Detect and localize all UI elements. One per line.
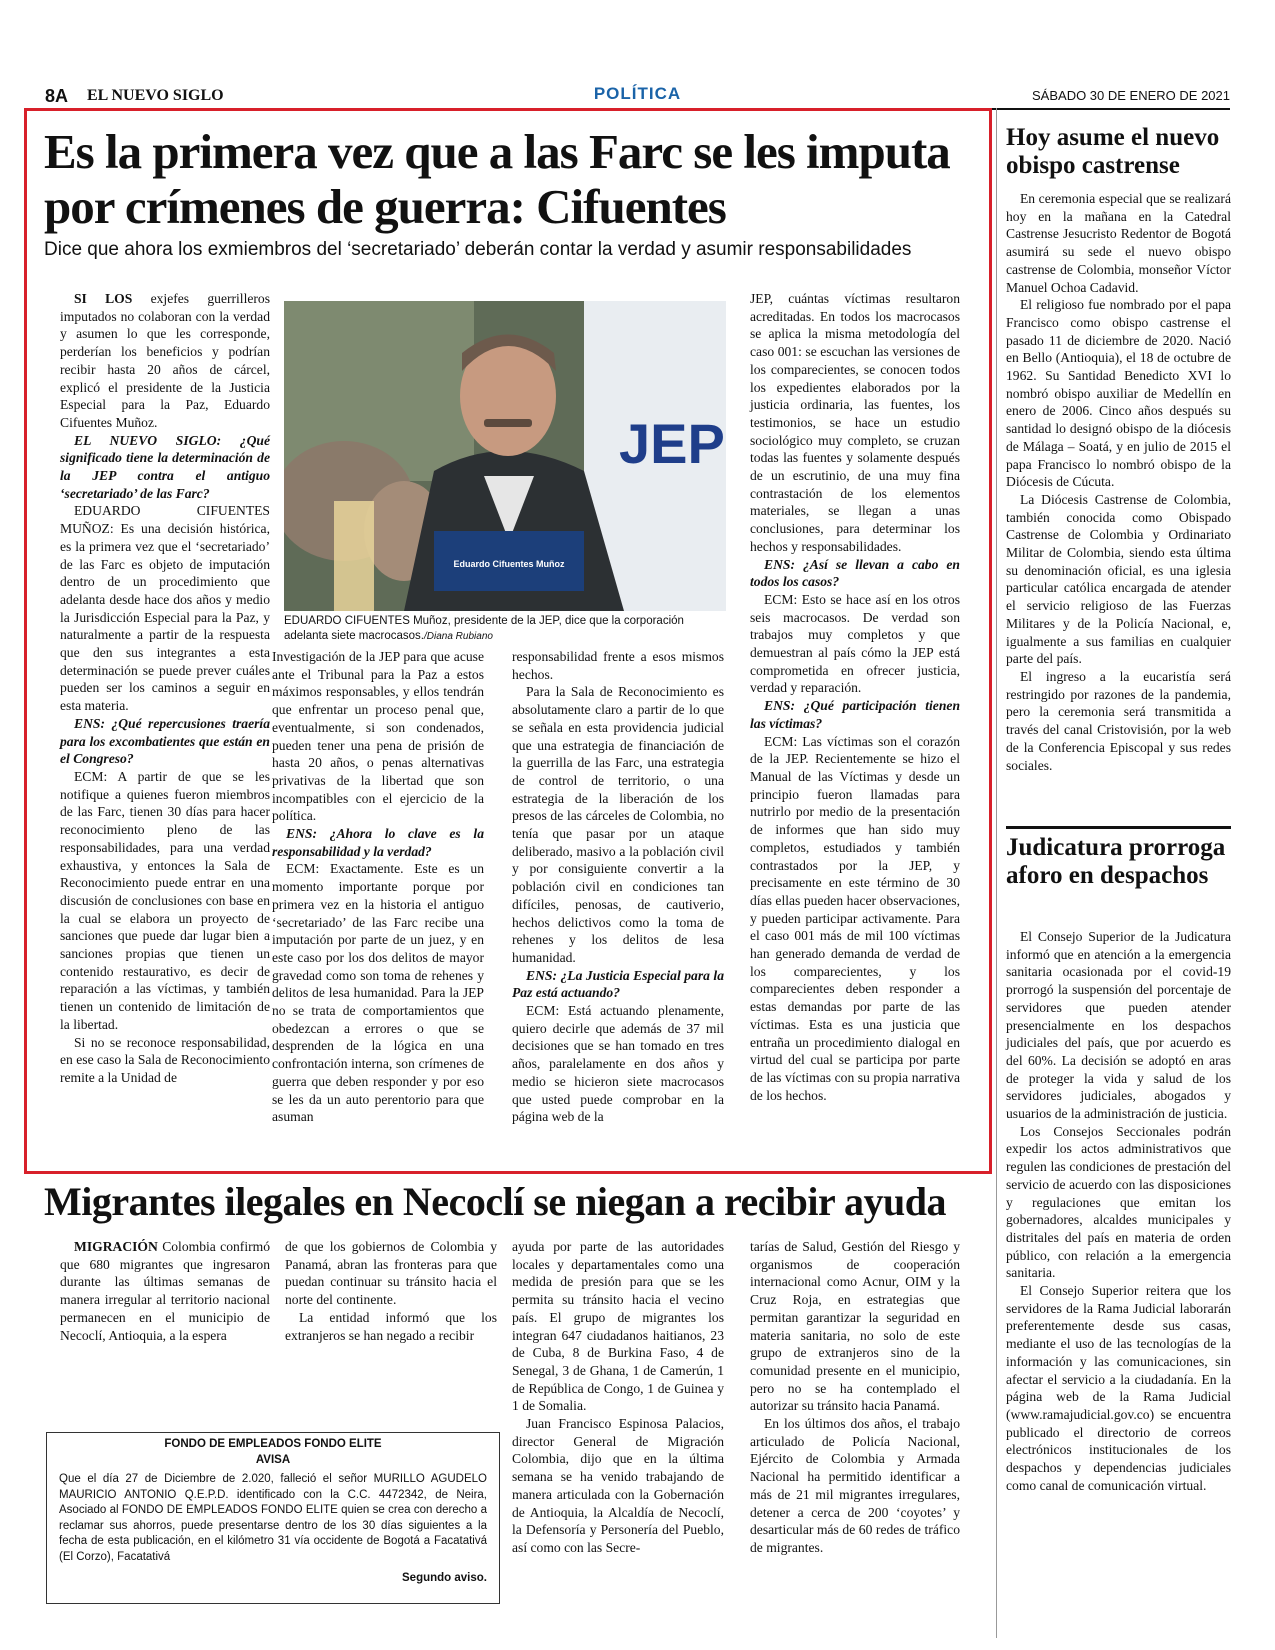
sidebar-rule [1006,826,1231,829]
section-title: POLÍTICA [593,84,682,103]
migrants-headline: Migrantes ilegales en Necoclí se niegan a recibir ayuda [44,1179,947,1224]
question: ENS: ¿Ahora lo clave es la responsabilidad y la verdad? [272,826,484,859]
notice-avisa: AVISA [255,1453,291,1466]
article-paragraph: El religioso fue nombrado por el papa Francisco como obispo castrense el pasado 11 de diciembre de 2020. Nació en Bello (Antioquia), el 18 de octubre de 1962. Su Santidad Benedicto XVI lo nombró obispo auxiliar de Medellín en enero de 2006. Cinco años después su santidad lo designó obispo de la diócesis de Málaga – Soatá, y en julio de 2015 el papa Francisco lo nombró obispo de la Diócesis de Cúcuta. [1006,297,1231,490]
article-paragraph: de que los gobiernos de Colombia y Panamá, abran las fronteras para que puedan continuar su tránsito hacia el norte del continente. [285,1239,497,1308]
article-paragraph: EDUARDO CIFUENTES MUÑOZ: Es una decisión histórica, es la primera vez que el ‘secretariado’ de las Farc es objeto de imputación dentro de un procedimiento que adelanta desde hace dos años y medio la Jurisdicción Especial para la Paz, y naturalmente a partir de la respuesta que den sus integrantes a esta determinación se puede prever cuáles pueden ser los caminos a seguir en esta materia. [60,503,270,714]
newspaper-name: EL NUEVO SIGLO [87,87,224,104]
bishop-headline: Hoy asume el nuevo obispo castrense [1006,124,1220,179]
jep-backdrop-logo: JEP [619,412,725,475]
judicature-headline: Judicatura prorroga aforo en despachos [1006,834,1226,889]
article-paragraph: Los Consejos Seccionales podrán expedir los actos administrativos que regulen las condiciones de prestación del servicio de acuerdo con las disposiciones y regulaciones que emitan los gobernadores, alcaldes municipales y distritales del país en materia de orden público, con relación a la emergencia sanitaria. [1006,1123,1231,1281]
question: EL NUEVO SIGLO: ¿Qué significado tiene la determinación de la JEP contra el antiguo ‘secretariado’ de las Farc? [60,432,270,501]
article-photo [284,301,726,611]
article-paragraph: ayuda por parte de las autoridades locales y departamentales como una medida de presión para que se les permita su tránsito hacia el vecino país. El grupo de migrantes los integran 647 ciudadanos haitianos, 23 de Cuba, 8 de Burkina Faso, 4 de Senegal, 3 de Ghana, 1 de Camerún, 1 de República de Congo, 1 de Guinea y 1 de Somalia. [512,1239,724,1414]
article-paragraph: Juan Francisco Espinosa Palacios, director General de Migración Colombia, dijo que en la última semana se ha venido trabajando de manera articulada con la Gobernación de Antioquia, la Alcaldía de Necoclí, la Defensoría y Personería del Pueblo, así como con las Secre- [512,1416,724,1555]
page-number: 8A [45,86,69,106]
article-paragraph: ECM: Exactamente. Este es un momento importante porque por primera vez en la historia el antiguo ‘secretariado’ de las Farc recibe una imputación por parte de un juez, y en este caso por los dos delitos de mayor gravedad como son toma de rehenes y delitos de lesa humanidad. Para la JEP no se trata de comportamientos que obedezcan a errores o que se desprenden de la lógica en una confrontación interna, son crímenes de guerra que deben responder y por eso se les da un auto perentorio para que asuman [272,861,484,1125]
article-column-1 [60,290,270,1087]
article-paragraph: JEP, cuántas víctimas resultaron acreditadas. En todos los macrocasos se aplica la misma metodología del caso 001: se escuchan las versiones de los comparecientes, se conocen todos los expedientes elaborados por la justicia ordinaria, las fuentes, los testimonios, se hace un estudio sociológico muy completo, se cruzan todas las fuentes y solamente después de un escrutinio, de una muy fina contrastación de los elementos materiales, se llegan a unas conclusiones, para determinar los hechos y responsabilidades. [750,291,960,554]
main-headline: Es la primera vez que a las Farc se les imputa por crímenes de guerra: Cifuentes [44,124,950,234]
caption-text: EDUARDO CIFUENTES Muñoz, presidente de la JEP, dice que la corporación adelanta siete macrocasos. [284,615,684,642]
article-column-4 [750,290,960,1104]
migrants-column-2 [285,1238,497,1344]
sidebar-divider [996,108,998,1638]
article-paragraph: En ceremonia especial que se realizará hoy en la mañana en la Catedral Castrense Jesucristo Redentor de Bogotá asumirá su sede el nuevo obispo castrense de Colombia, monseñor Víctor Manuel Ochoa Cadavid. [1006,191,1231,295]
article-paragraph: tarías de Salud, Gestión del Riesgo y organismos de cooperación internacional como Acnur, OIM y la Cruz Roja, en estrategias que permitan garantizar la seguridad en materia sanitaria, no solo de este grupo de extranjeros sino de la comunidad presente en el municipio, pero no se ha contemplado el autorizar su tránsito hacia Panamá. [750,1239,960,1414]
main-dek: Dice que ahora los exmiembros del ‘secretariado’ deberán contar la verdad y asumir responsabilidades [44,239,912,260]
article-paragraph: exjefes guerrilleros imputados no colaboran con la verdad y asumen lo que les corresponde, perderían los beneficios y podrían recibir hasta 20 años de cárcel, explicó el presidente de la Justicia Especial para la Paz, Eduardo Cifuentes Muñoz. [60,291,271,430]
photo-caption [284,614,726,644]
photo-nameplate: Eduardo Cifuentes Muñoz [453,559,565,569]
article-paragraph: Colombia confirmó que 680 migrantes que ingresaron durante las últimas semanas de manera irregular al territorio nacional permanecen en el municipio de Necoclí, Antioquia, a la espera [60,1239,270,1343]
article-paragraph: El ingreso a la eucaristía será restringido por razones de la pandemia, pero la ceremonia será transmitida a través del canal Cristovisión, por la web de la Conferencia Episcopal y sus redes sociales. [1006,668,1231,773]
article-paragraph: La entidad informó que los extranjeros se han negado a recibir [285,1309,497,1343]
bishop-story [1006,190,1231,774]
photo-credit: /Diana Rubiano [424,631,493,642]
lead-in: MIGRACIÓN [74,1239,158,1254]
migrants-column-3 [512,1238,724,1557]
notice-body: Que el día 27 de Diciembre de 2.020, falleció el señor MURILLO AGUDELO MAURICIO ANTONIO Q.E.P.D. identificado con la C.C. 4472342, de Neira, Asociado al FONDO DE EMPLEADOS FONDO ELITE quien se crea con derecho a reclamar sus ahorros, puede presentarse dentro de los 30 días siguientes a la fecha de esta publicación, en el kilómetro 31 vía occidente de Bogotá a Facatativá (El Corzo), Facatativá [59,1473,487,1563]
migrants-column-1 [60,1238,270,1344]
question: ENS: ¿Así se llevan a cabo en todos los casos? [750,556,960,590]
question: ENS: ¿La Justicia Especial para la Paz está actuando? [512,967,724,1001]
lead-in: SI LOS [74,291,133,306]
article-paragraph: En los últimos dos años, el trabajo articulado de Policía Nacional, Ejército de Colombia y Armada Nacional ha permitido identificar a más de 21 mil migrantes irregulares, detener a cerca de 200 ‘coyotes’ y desarticular más de 60 redes de tráfico de migrantes. [750,1416,960,1555]
obituary-notice [46,1432,500,1604]
question: ENS: ¿Qué repercusiones traería para los excombatientes que están en el Congreso? [60,715,270,767]
article-paragraph: ECM: A partir de que se les notifique a quienes fueron miembros de las Farc, tienen 30 días para hacer reconocimiento pleno de las responsabilidades, para una verdad exhaustiva, y entonces la Sala de Reconocimiento puede entrar en una discusión de conclusiones con base en la cual se elabora un proyecto de sanciones que puede dar lugar bien a sanciones propias que tienen un contenido restaurativo, es decir de reparación a las víctimas, y también tienen un contenido de limitación de la libertad. [60,768,270,1032]
article-column-3 [512,648,724,1126]
article-column-2 [272,648,484,1126]
article-paragraph: ECM: Esto se hace así en los otros seis macrocasos. De verdad son trabajos muy completos y que demuestran al país cómo la JEP está comprometida en ofrecer justicia, verdad y reparación. [750,591,960,696]
notice-org: FONDO DE EMPLEADOS FONDO ELITE [164,1438,382,1450]
article-paragraph: La Diócesis Castrense de Colombia, también conocida como Obispado Castrense de Colombia y Ordinariato Militar de Colombia, siendo esta última su denominación oficial, es una iglesia particular católica encargada de atender el servicio religioso de las Fuerzas Militares y de la Policía Nacional, e, igualmente a sus familias en cualquier parte del país. [1006,491,1231,667]
article-paragraph: El Consejo Superior de la Judicatura informó que en atención a la emergencia sanitaria ocasionada por el covid-19 prorrogó la suspensión del porcentaje de servidores que pueden atender presencialmente en los despachos judiciales del país, que por acuerdo es del 60%. La decisión se adoptó en aras de proteger la vida y salud de los servidores judiciales, abogados y usuarios de la administración de justicia. [1006,929,1231,1122]
article-paragraph: ECM: Está actuando plenamente, quiero decirle que además de 37 mil decisiones que se han tomado en tres años, paralelamente en dos años y medio se hicieron siete macrocasos que usted puede comprobar en la página web de la [512,1003,724,1125]
notice-footer: Segundo aviso. [402,1572,487,1584]
question: ENS: ¿Qué participación tienen las víctimas? [750,698,960,731]
article-paragraph: Si no se reconoce responsabilidad, en ese caso la Sala de Reconocimiento remite a la Unidad de [60,1034,270,1085]
article-paragraph: responsabilidad frente a esos mismos hechos. [512,649,724,682]
article-paragraph: ECM: Las víctimas son el corazón de la JEP. Recientemente se hizo el Manual de las Víctimas y desde un principio fueron llamadas para nutrirlo por medio de la presentación de informes que han sido muy completos, estudiados y también contrastados por la JEP, y precisamente en este término de 30 días ellas pueden hacer observaciones, y pueden participar activamente. Para el caso 001 más de mil 100 víctimas han generado demanda de verdad de los comparecientes, y los comparecientes deben responder a estas demandas por parte de las víctimas. Esta es una justicia que entraña un procedimiento dialogal en virtud del cual se participa por parte de las víctimas con su propia narrativa de los hechos. [750,733,960,1103]
article-paragraph: Investigación de la JEP para que acuse ante el Tribunal para la Paz a estos máximos responsables, y ellos tendrán que enfrentar un proceso penal que, eventualmente, si son condenados, pueden tener una pena de prisión de hasta 20 años, o penas alternativas privativas de la libertad que son incompatibles con el ejercicio de la política. [272,649,484,824]
page-header [45,86,1230,110]
article-paragraph: El Consejo Superior reitera que los servidores de la Rama Judicial laborarán preferentemente desde sus casas, mediante el uso de las tecnologías de la información y las comunicaciones, sin afectar el servicio a la ciudadanía. En la página web de la Rama Judicial (www.ramajudicial.gov.co) se encuentra publicado el directorio de correos electrónicos institucionales de los despachos y dependencias judiciales como canal de comunicación virtual. [1006,1283,1231,1493]
migrants-column-4 [750,1238,960,1557]
issue-date: SÁBADO 30 DE ENERO DE 2021 [1032,88,1230,103]
article-paragraph: Para la Sala de Reconocimiento es absolutamente claro a partir de lo que se señala en esta providencia judicial que una estrategia de financiación de la guerrilla de las Farc, una estrategia de control de territorio, o una estrategia de la liberación de los presos de las cárceles de Colombia, no tenía que pasar por un ataque deliberado, masivo a la población civil y por consiguiente convertir a la población civil en condiciones tan difíciles, penosas, de cautiverio, hechos delictivos como la toma de rehenes y los delitos de lesa humanidad. [512,684,724,965]
judicature-story [1006,928,1231,1495]
